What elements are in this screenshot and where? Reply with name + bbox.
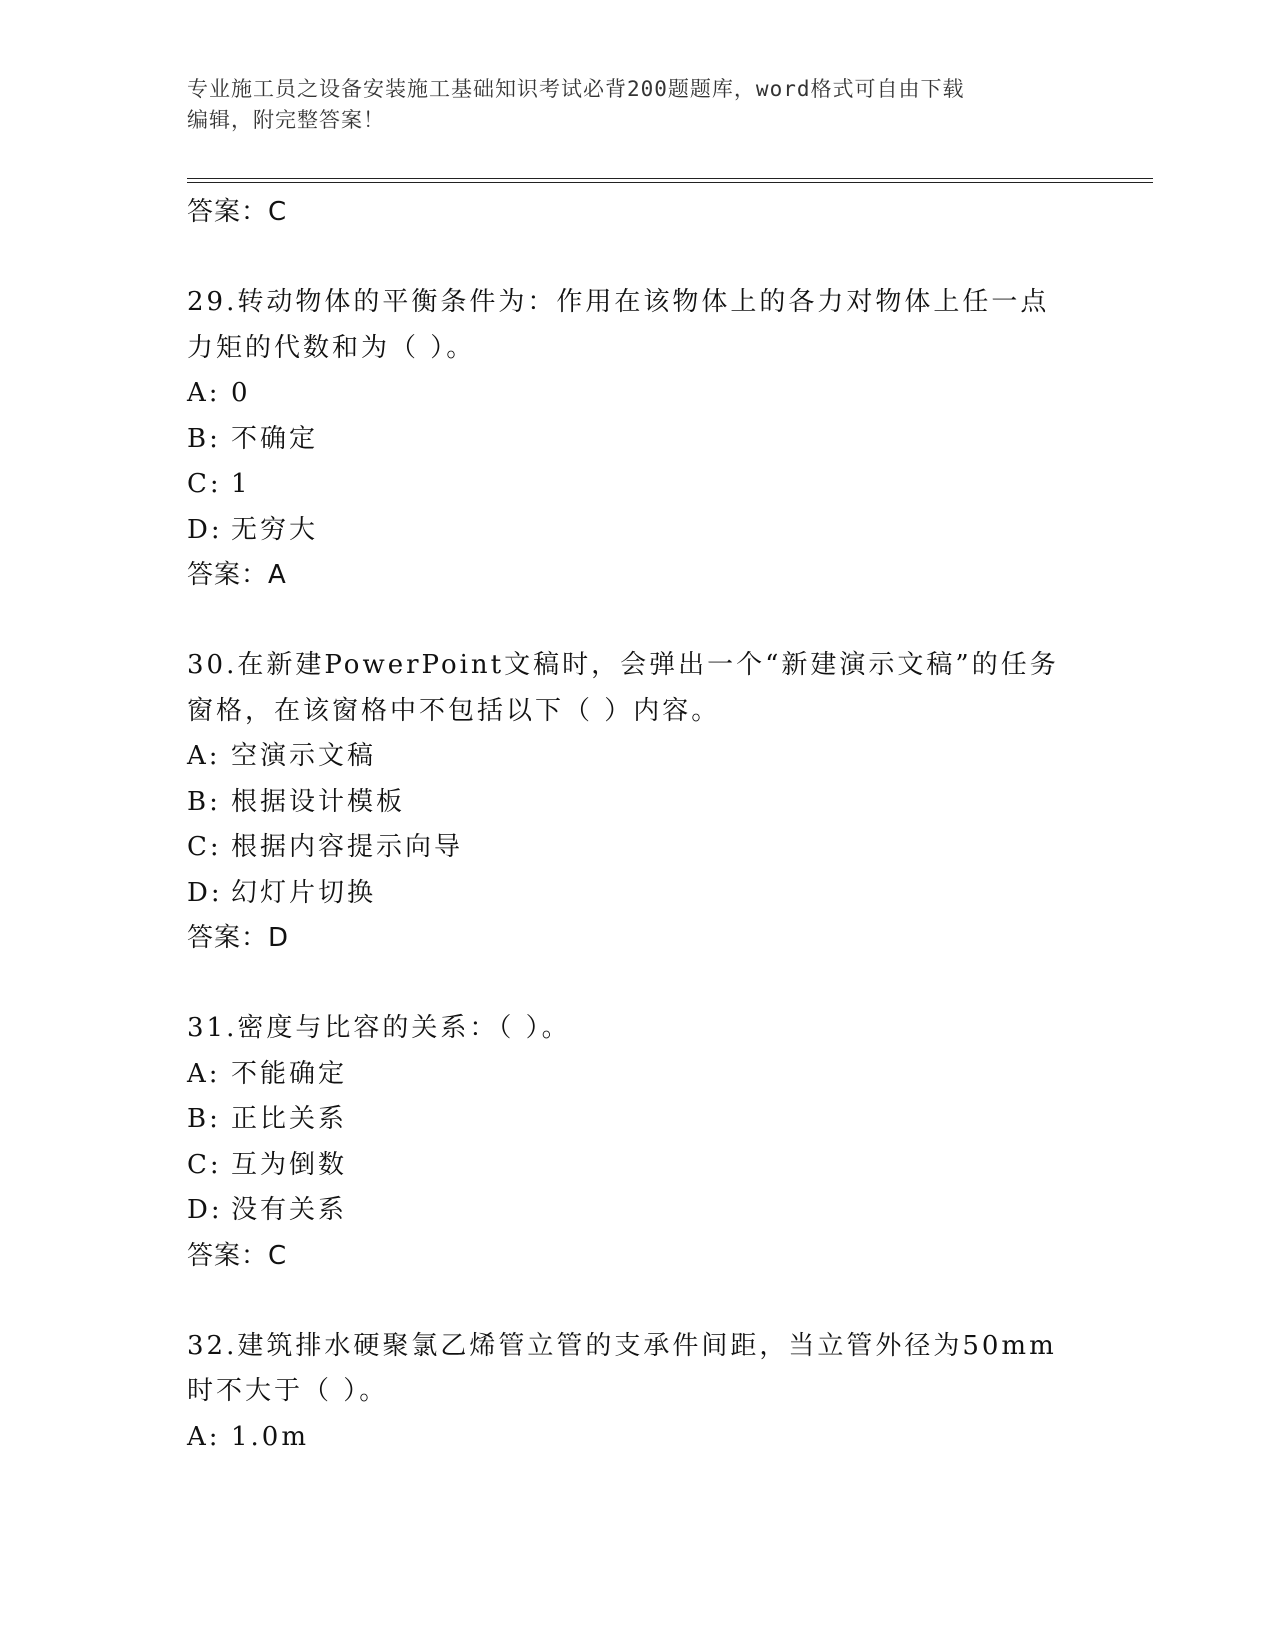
option-text: 根据内容提示向导 xyxy=(231,832,464,862)
option-c xyxy=(187,1143,1087,1189)
option-c xyxy=(187,825,1087,871)
question-31 xyxy=(187,1006,1087,1279)
option-text: 0 xyxy=(231,378,251,408)
option-key: B: xyxy=(187,423,221,454)
option-a xyxy=(187,1415,1087,1461)
option-key: A: xyxy=(187,378,221,408)
option-text: 根据设计模板 xyxy=(231,786,406,817)
option-text: 1.0m xyxy=(231,1421,310,1452)
previous-answer: 答案：C xyxy=(187,197,288,227)
page-header xyxy=(187,74,1067,136)
option-a xyxy=(187,1052,1087,1098)
question-29 xyxy=(187,280,1087,598)
option-d xyxy=(187,1188,1087,1234)
header-divider-top xyxy=(187,178,1153,179)
question-30 xyxy=(187,643,1087,961)
option-b xyxy=(187,780,1087,826)
option-key: B: xyxy=(187,1104,221,1134)
question-text: 31.密度与比容的关系：（ ）。 xyxy=(187,1013,571,1043)
header-divider-bottom xyxy=(187,182,1153,183)
option-text: 1 xyxy=(231,469,251,499)
option-text: 没有关系 xyxy=(231,1195,348,1225)
answer-line: 答案：A xyxy=(187,560,287,590)
answer-line: 答案：D xyxy=(187,923,290,953)
answer-line: 答案：C xyxy=(187,1240,288,1271)
option-text: 无穷大 xyxy=(231,514,319,545)
option-a xyxy=(187,734,1087,780)
option-text: 幻灯片切换 xyxy=(231,877,377,908)
option-key: C: xyxy=(187,469,222,499)
option-key: A: xyxy=(187,1058,221,1089)
option-key: D: xyxy=(187,877,223,908)
option-key: D: xyxy=(187,1195,223,1225)
option-b xyxy=(187,1097,1087,1143)
option-key: C: xyxy=(187,832,222,862)
header-title-line-1: 专业施工员之设备安装施工基础知识考试必背200题题库，word格式可自由下载 xyxy=(187,77,965,101)
option-text: 互为倒数 xyxy=(231,1149,348,1180)
option-key: C: xyxy=(187,1149,222,1180)
question-text: 29.转动物体的平衡条件为：作用在该物体上的各力对物体上任一点力矩的代数和为（ ）。 xyxy=(187,287,1050,363)
option-text: 不能确定 xyxy=(231,1058,348,1089)
option-b xyxy=(187,417,1087,463)
option-key: A: xyxy=(187,1421,221,1452)
option-key: D: xyxy=(187,514,223,545)
option-d xyxy=(187,871,1087,917)
option-key: B: xyxy=(187,786,221,817)
option-text: 空演示文稿 xyxy=(231,741,377,771)
option-text: 正比关系 xyxy=(231,1104,348,1134)
question-list xyxy=(187,190,1087,1460)
question-32 xyxy=(187,1324,1087,1461)
option-d xyxy=(187,508,1087,554)
question-text: 32.建筑排水硬聚氯乙烯管立管的支承件间距，当立管外径为50mm时不大于（ ）。 xyxy=(187,1330,1057,1406)
option-text: 不确定 xyxy=(231,423,319,454)
header-title-line-2: 编辑，附完整答案！ xyxy=(187,108,385,132)
option-a xyxy=(187,371,1087,417)
option-c xyxy=(187,462,1087,508)
option-key: A: xyxy=(187,741,221,771)
question-text: 30.在新建PowerPoint文稿时，会弹出一个“新建演示文稿”的任务窗格，在该窗格中不包括以下（ ）内容。 xyxy=(187,650,1059,726)
